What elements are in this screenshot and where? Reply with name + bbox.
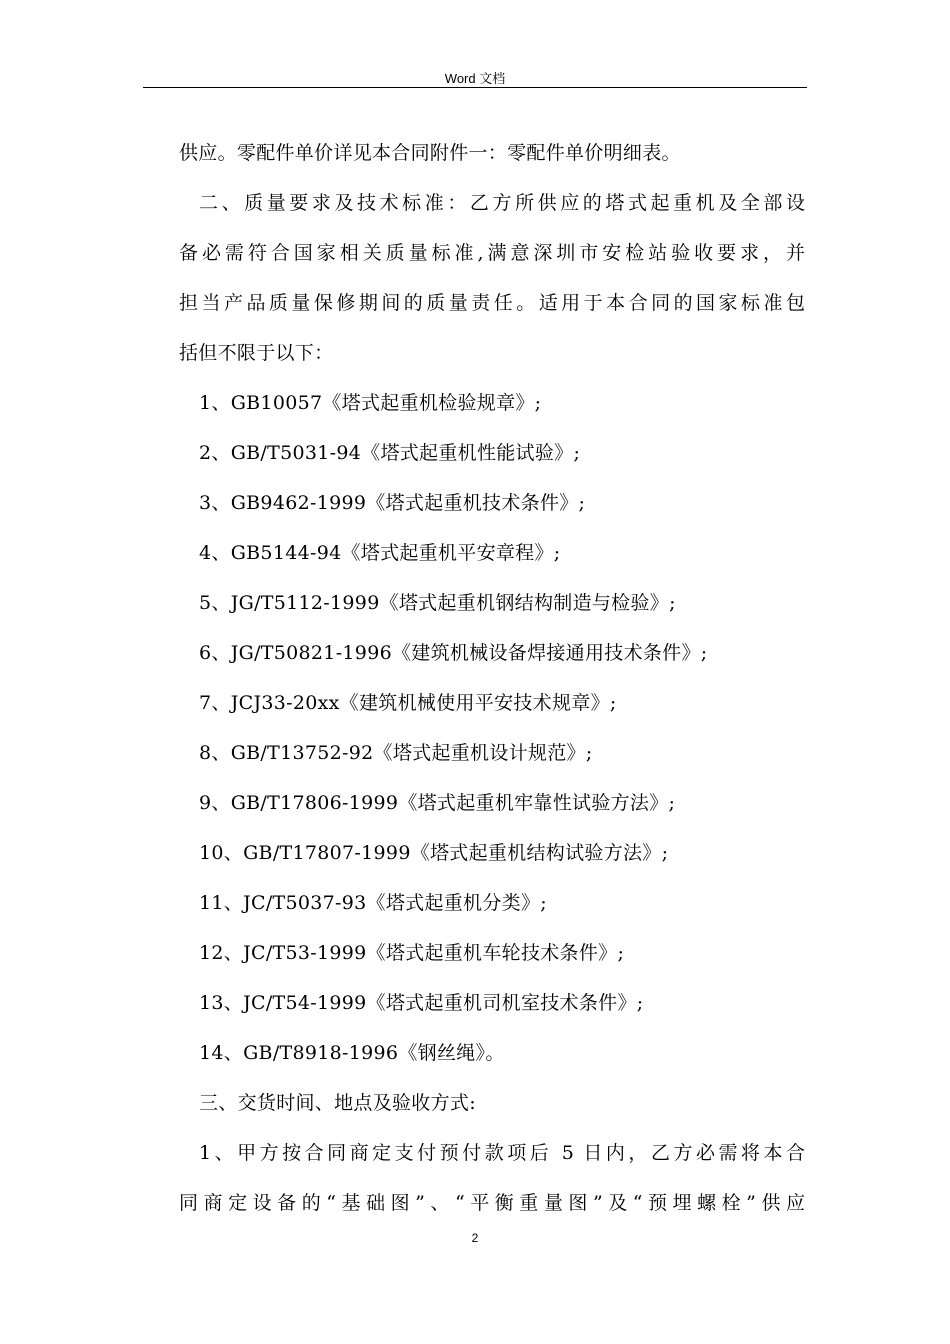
standard-list-item: 11、JC/T5037-93《塔式起重机分类》; bbox=[199, 892, 547, 914]
standard-list-item: 6、JG/T50821-1996《建筑机械设备焊接通用技术条件》; bbox=[199, 642, 708, 664]
standard-list-item: 4、GB5144-94《塔式起重机平安章程》; bbox=[199, 542, 561, 564]
standard-list-item: 7、JCJ33-20xx《建筑机械使用平安技术规章》; bbox=[199, 692, 617, 714]
section-heading: 三、交货时间、地点及验收方式: bbox=[199, 1092, 476, 1114]
header-title: Word 文档 bbox=[444, 71, 506, 86]
paragraph-line: 供应。零配件单价详见本合同附件一：零配件单价明细表。 bbox=[179, 142, 681, 164]
paragraph-line: 二、质量要求及技术标准：乙方所供应的塔式起重机及全部设 bbox=[199, 192, 805, 214]
standard-list-item: 8、GB/T13752-92《塔式起重机设计规范》; bbox=[199, 742, 593, 764]
page-number: 2 bbox=[471, 1231, 479, 1245]
paragraph-line: 担当产品质量保修期间的质量责任。适用于本合同的国家标准包 bbox=[179, 292, 805, 314]
standard-list-item: 10、GB/T17807-1999《塔式起重机结构试验方法》; bbox=[199, 842, 669, 864]
standard-list-item: 12、JC/T53-1999《塔式起重机车轮技术条件》; bbox=[199, 942, 625, 964]
standard-list-item: 13、JC/T54-1999《塔式起重机司机室技术条件》; bbox=[199, 992, 644, 1014]
paragraph-line: 括但不限于以下： bbox=[179, 342, 334, 364]
paragraph-line: 备必需符合国家相关质量标准,满意深圳市安检站验收要求，并 bbox=[179, 242, 805, 264]
paragraph-line: 同商定设备的“基础图”、“平衡重量图”及“预埋螺栓”供应 bbox=[179, 1192, 805, 1214]
standard-list-item: 9、GB/T17806-1999《塔式起重机牢靠性试验方法》; bbox=[199, 792, 676, 814]
paragraph-line: 1、甲方按合同商定支付预付款项后 5 日内，乙方必需将本合 bbox=[199, 1142, 805, 1164]
standard-list-item: 5、JG/T5112-1999《塔式起重机钢结构制造与检验》; bbox=[199, 592, 676, 614]
standard-list-item: 14、GB/T8918-1996《钢丝绳》。 bbox=[199, 1042, 505, 1064]
standard-list-item: 3、GB9462-1999《塔式起重机技术条件》; bbox=[199, 492, 586, 514]
document-body bbox=[179, 128, 805, 1228]
header-divider bbox=[143, 87, 807, 88]
standard-list-item: 2、GB/T5031-94《塔式起重机性能试验》; bbox=[199, 442, 581, 464]
standard-list-item: 1、GB10057《塔式起重机检验规章》; bbox=[199, 392, 542, 414]
